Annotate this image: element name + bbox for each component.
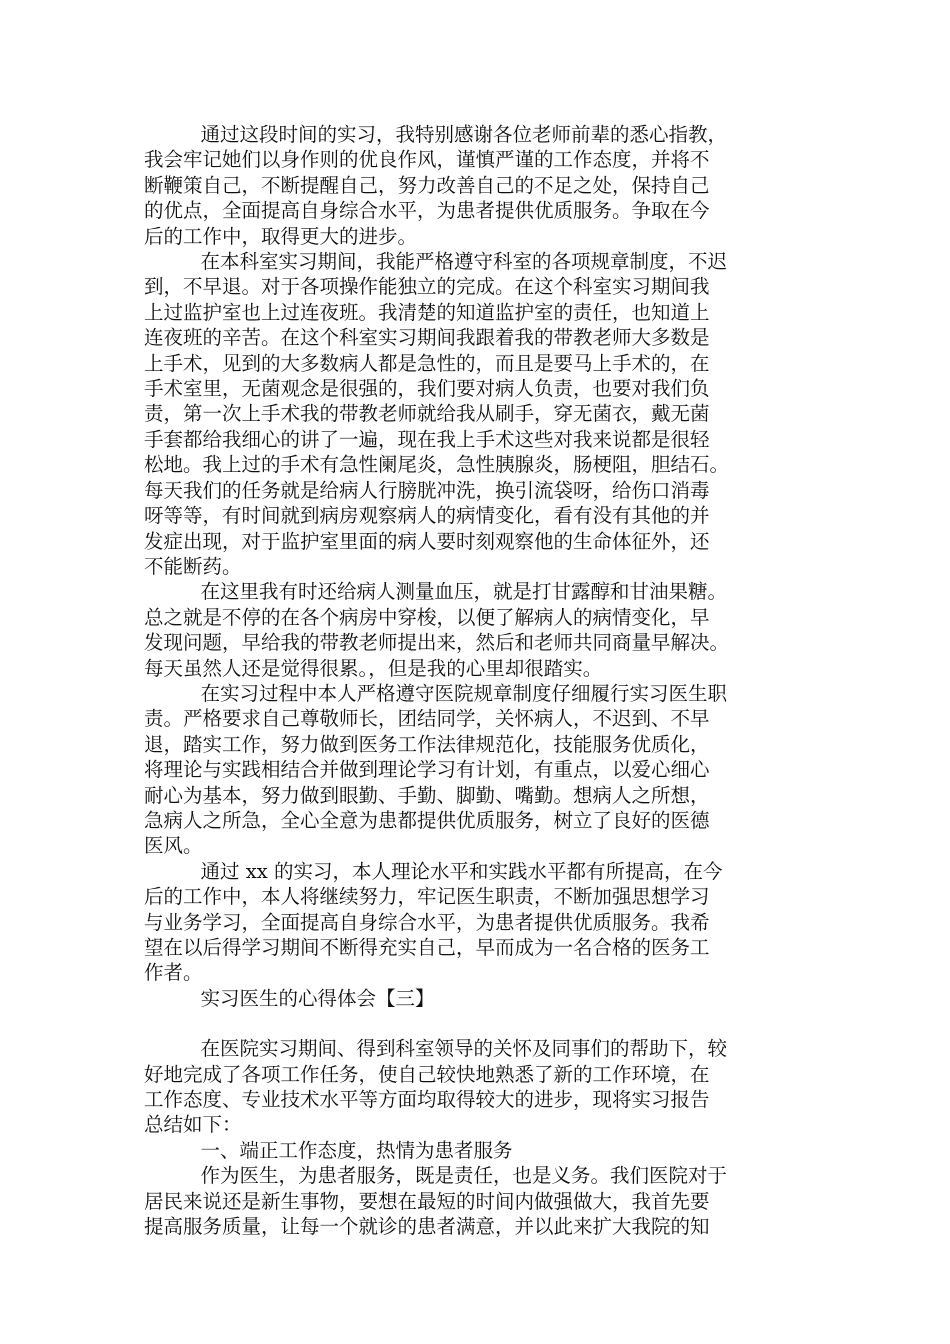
document-body: [144, 122, 812, 1239]
paragraph-service: 作为医生，为患者服务，既是责任，也是义务。我们医院对于 居民来说还是新生事物，要想在最短的时间内做强做大，我首先要 提高服务质量，让每一个就诊的患者满意，并以此来扩大我院的知: [144, 1164, 728, 1239]
paragraph-department-internship: 在本科室实习期间，我能严格遵守科室的各项规章制度，不迟 到，不早退。对于各项操作能独立的完成。在这个科室实习期间我 上过监护室也上过连夜班。我清楚的知道监护室的责任，也知道上 连夜班的辛苦。在这个科室实习期间我跟着我的带教老师大多数是 上手术，见到的大多数病人都是急性的，而且是要马上手术的，在 手术室里，无菌观念是很强的，我们要对病人负责，也要对我们负 责，第一次上手术我的带教老师就给我从刷手，穿无菌衣，戴无菌 手套都给我细心的讲了一遍，现在我上手术这些对我来说都是很轻 松地。我上过的手术有急性阑尾炎，急性胰腺炎，肠梗阻，胆结石。 每天我们的任务就是给病人行膀胱冲洗，换引流袋呀，给伤口消毒 呀等等，有时间就到病房观察病人的病情变化，看有没有其他的并 发症出现，对于监护室里面的病人要时刻观察他的生命体征外，还 不能断药。: [144, 250, 730, 578]
section-title: 实习医生的心得体会【三】: [200, 986, 435, 1010]
paragraph-intro: 在医院实习期间、得到科室领导的关怀及同事们的帮助下，较 好地完成了各项工作任务，使自己较快地熟悉了新的工作环境，在 工作态度、专业技术水平等方面均取得较大的进步，现将实习报告 总结如下：: [144, 1037, 728, 1137]
paragraph-gratitude: 通过这段时间的实习，我特别感谢各位老师前辈的悉心指教， 我会牢记她们以身作则的优良作风，谨慎严谨的工作态度，并将不 断鞭策自己，不断提醒自己，努力改善自己的不足之处，保持自己 的优点，全面提高自身综合水平，为患者提供优质服务。争取在今 后的工作中，取得更大的进步。: [144, 123, 728, 248]
section-spacer: [144, 1011, 812, 1036]
paragraph-conclusion: 通过 xx 的实习，本人理论水平和实践水平都有所提高，在今 后的工作中，本人将继续努力，牢记医生职责，不断加强思想学习 与业务学习，全面提高自身综合水平，为患者提供优质服务。我希 望在以后得学习期间不断得充实自己，早而成为一名合格的医务工 作者。: [144, 859, 723, 985]
paragraph-hospital-rules: 在实习过程中本人严格遵守医院规章制度仔细履行实习医生职 责。严格要求自己尊敬师长，团结同学，关怀病人，不迟到、不早 退，踏实工作，努力做到医务工作法律规范化，技能服务优质化， 将理论与实践相结合并做到理论学习有计划，有重点，以爱心细心 耐心为基本，努力做到眼勤、手勤、脚勤、嘴勤。想病人之所想， 急病人之所急，全心全意为患都提供优质服务，树立了良好的医德 医风。: [144, 681, 728, 858]
subheading-work-attitude: 一、端正工作态度，热情为患者服务: [200, 1138, 513, 1162]
paragraph-blood-pressure: 在这里我有时还给病人测量血压，就是打甘露醇和甘油果糖。 总之就是不停的在各个病房中穿梭，以便了解病人的病情变化，早 发现问题，早给我的带教老师提出来，然后和老师共同商量早解决。 每天虽然人还是觉得很累。，但是我的心里却很踏实。: [144, 580, 730, 680]
